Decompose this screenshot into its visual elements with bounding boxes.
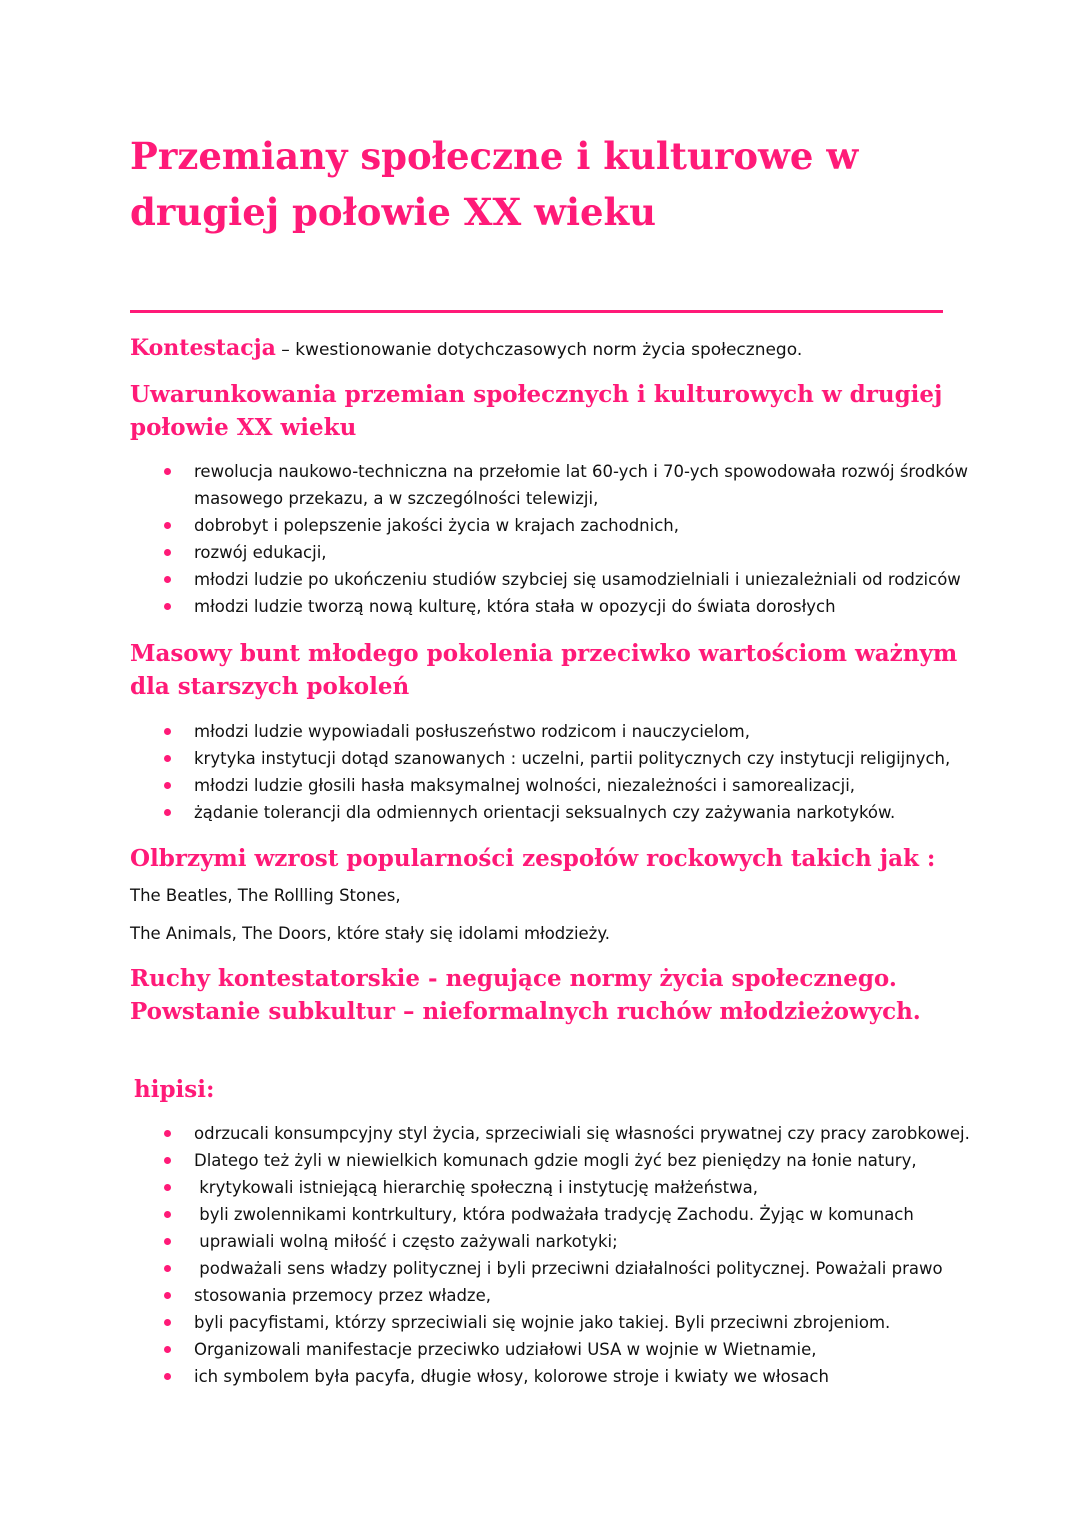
- section-title-counterculture: Ruchy kontestatorskie - negujące normy życia społecznego. Powstanie subkultur – nieformalnych ruchów młodzieżowych.: [130, 965, 921, 1025]
- section-title-conditions: Uwarunkowania przemian społecznych i kulturowych w drugiej połowie XX wieku: [130, 381, 943, 441]
- list-item: Dlatego też żyli w niewielkich komunach gdzie mogli żyć bez pieniędzy na łonie natury,: [130, 1147, 970, 1174]
- hippies-list: [130, 1120, 970, 1390]
- section-title-hippies: hipisi:: [134, 1076, 215, 1103]
- definition-text: – kwestionowanie dotychczasowych norm życia społecznego.: [275, 340, 803, 360]
- list-item: stosowania przemocy przez władze,: [130, 1282, 970, 1309]
- list-item: dobrobyt i polepszenie jakości życia w krajach zachodnich,: [130, 512, 970, 539]
- list-item: byli zwolennikami kontrkultury, która podważała tradycję Zachodu. Żyjąc w komunach: [130, 1201, 970, 1228]
- list-item: Organizowali manifestacje przeciwko udziałowi USA w wojnie w Wietnamie,: [130, 1336, 970, 1363]
- list-item: rozwój edukacji,: [130, 539, 970, 566]
- section-title-rebellion: Masowy bunt młodego pokolenia przeciwko wartościom ważnym dla starszych pokoleń: [130, 640, 958, 700]
- rebellion-list: [130, 718, 970, 826]
- list-item: młodzi ludzie wypowiadali posłuszeństwo rodzicom i nauczycielom,: [130, 718, 970, 745]
- list-item: młodzi ludzie po ukończeniu studiów szybciej się usamodzielniali i uniezależniali od rodziców: [130, 566, 970, 593]
- list-item: byli pacyfistami, którzy sprzeciwiali się wojnie jako takiej. Byli przeciwni zbrojeniom.: [130, 1309, 970, 1336]
- list-item: młodzi ludzie głosili hasła maksymalnej wolności, niezależności i samorealizacji,: [130, 772, 970, 799]
- list-item: uprawiali wolną miłość i często zażywali narkotyki;: [130, 1228, 970, 1255]
- list-item: krytykowali istniejącą hierarchię społeczną i instytucję małżeństwa,: [130, 1174, 970, 1201]
- list-item: krytyka instytucji dotąd szanowanych : uczelni, partii politycznych czy instytucji religijnych,: [130, 745, 970, 772]
- conditions-list: [130, 458, 970, 620]
- list-item: rewolucja naukowo-techniczna na przełomie lat 60-ych i 70-ych spowodowała rozwój środków masowego przekazu, a w szczególności telewizji,: [130, 458, 970, 512]
- rock-bands-continuation: The Animals, The Doors, które stały się idolami młodzieży.: [130, 924, 610, 943]
- title-divider: [130, 310, 943, 313]
- rock-bands-inline: The Beatles, The Rollling Stones,: [130, 886, 401, 905]
- page-title: Przemiany społeczne i kulturowe w drugiej połowie XX wieku: [130, 134, 859, 234]
- section-title-rock: [130, 842, 960, 912]
- definition: [130, 334, 950, 364]
- list-item: młodzi ludzie tworzą nową kulturę, która stała w opozycji do świata dorosłych: [130, 593, 970, 620]
- list-item: ich symbolem była pacyfa, długie włosy, kolorowe stroje i kwiaty we włosach: [130, 1363, 970, 1390]
- rock-heading-text: Olbrzymi wzrost popularności zespołów rockowych takich jak :: [130, 845, 936, 872]
- list-item: odrzucali konsumpcyjny styl życia, sprzeciwiali się własności prywatnej czy pracy zarobkowej.: [130, 1120, 970, 1147]
- list-item: żądanie tolerancji dla odmiennych orientacji seksualnych czy zażywania narkotyków.: [130, 799, 970, 826]
- list-item: podważali sens władzy politycznej i byli przeciwni działalności politycznej. Poważali prawo: [130, 1255, 970, 1282]
- definition-term: Kontestacja: [130, 335, 276, 361]
